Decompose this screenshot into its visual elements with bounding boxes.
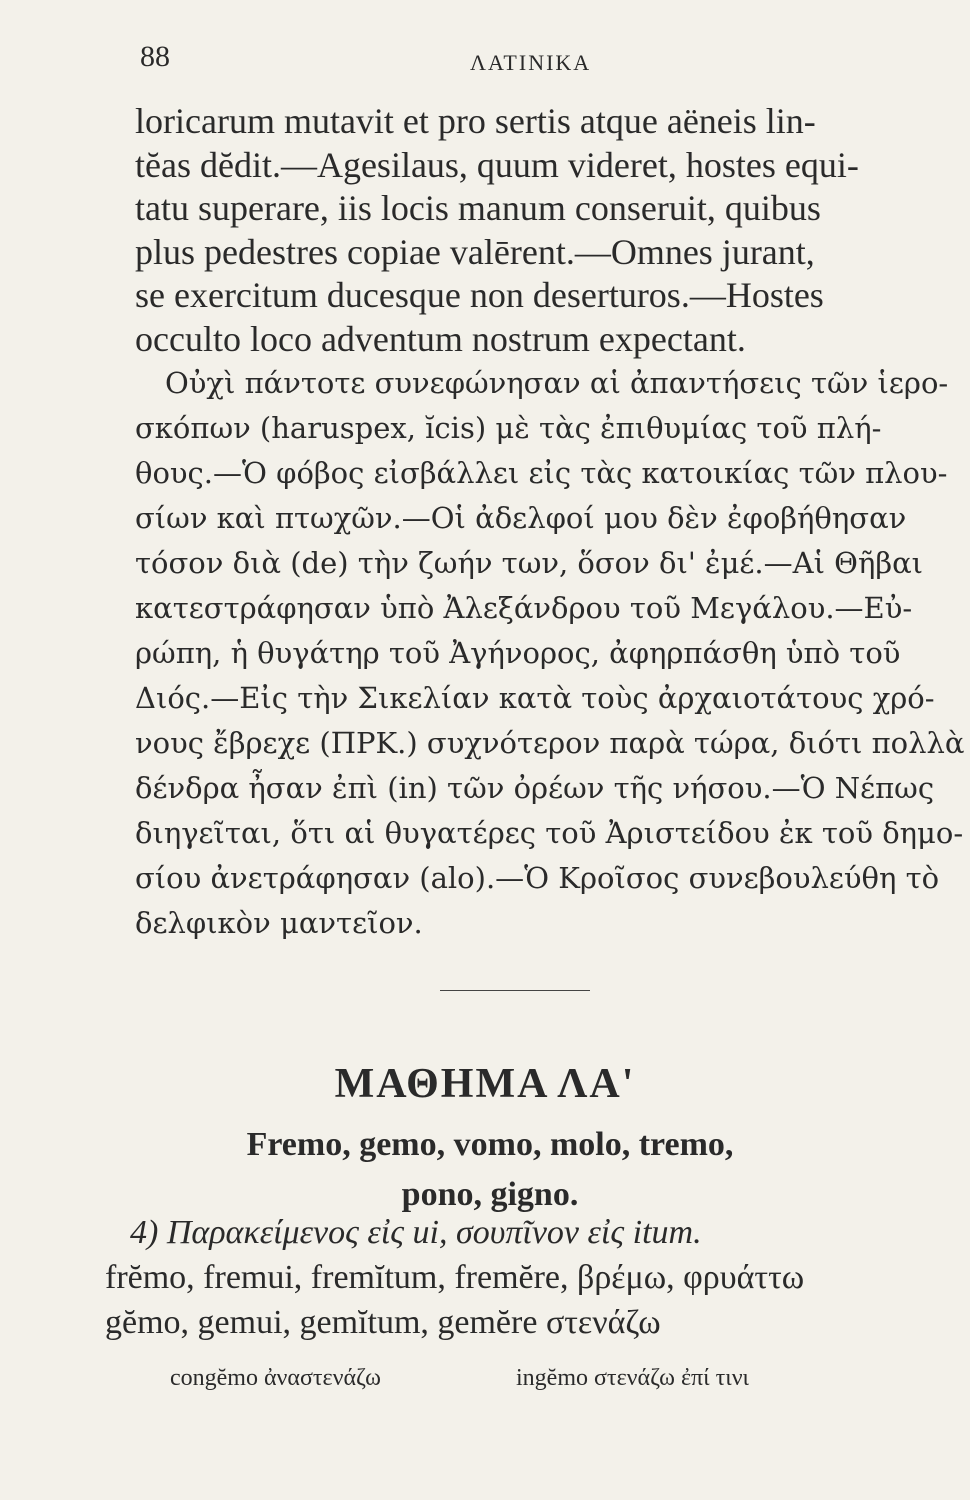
exercise-text bbox=[135, 100, 965, 946]
section-4 bbox=[105, 1210, 925, 1345]
text-line: κατεστράφησαν ὑπὸ Ἀλεξάνδρου τοῦ Μεγάλου.—Εὐ- bbox=[135, 591, 913, 625]
text-line: Διός.—Εἰς τὴν Σικελίαν κατὰ τοὺς ἀρχαιοτάτους χρό- bbox=[135, 681, 935, 715]
lesson-title: ΜΑΘΗΜΑ ΛΑ' bbox=[334, 1061, 636, 1107]
compound-verb: ingĕmo στενάζω ἐπί τινι bbox=[516, 1365, 750, 1391]
text-line: διηγεῖται, ὅτι αἱ θυγατέρες τοῦ Ἀριστείδου ἐκ τοῦ δημο- bbox=[135, 816, 964, 850]
section-divider bbox=[440, 990, 590, 991]
verbs-line: pono, gigno. bbox=[401, 1176, 579, 1213]
verb-forms-line: frĕmo, fremui, fremĭtum, fremĕre, βρέμω, φρυάττω bbox=[105, 1259, 805, 1296]
text-line: plus pedestres copiae valērent.—Omnes jurant, bbox=[135, 231, 815, 272]
text-line: θους.—Ὁ φόβος εἰσβάλλει εἰς τὰς κατοικίας τῶν πλου- bbox=[135, 456, 948, 490]
text-line: occulto loco adventum nostrum expectant. bbox=[135, 318, 746, 359]
text-line: tĕas dĕdit.—Agesilaus, quum videret, hostes equi- bbox=[135, 144, 859, 185]
text-line: tatu superare, iis locis manum conseruit, quibus bbox=[135, 188, 821, 228]
section-heading: 4) Παρακείμενος εἰς ui, σουπῖνον εἰς itum. bbox=[130, 1214, 702, 1251]
lesson-verbs bbox=[100, 1120, 880, 1220]
compound-verbs bbox=[170, 1365, 870, 1392]
page-header bbox=[140, 40, 920, 80]
text-line: νους ἔβρεχε (ΠΡΚ.) συχνότερον παρὰ τώρα, διότι πολλὰ bbox=[135, 726, 965, 760]
page-number: 88 bbox=[140, 40, 170, 73]
verbs-line: Fremo, gemo, vomo, molo, tremo, bbox=[246, 1126, 734, 1163]
text-line: ρώπη, ἡ θυγάτηρ τοῦ Ἀγήνορος, ἀφηρπάσθη ὑπὸ τοῦ bbox=[135, 636, 901, 670]
text-line: δελφικὸν μαντεῖον. bbox=[135, 906, 423, 940]
text-line: δένδρα ἦσαν ἐπὶ (in) τῶν ὀρέων τῆς νήσου.—Ὁ Νέπως bbox=[135, 771, 935, 805]
text-line: σκόπων (haruspex, ĭcis) μὲ τὰς ἐπιθυμίας τοῦ πλή- bbox=[135, 411, 882, 445]
text-line: τόσον διὰ (de) τὴν ζωήν των, ὅσον δι' ἐμέ.—Αἱ Θῆβαι bbox=[135, 546, 924, 580]
text-line: loricarum mutavit et pro sertis atque aëneis lin- bbox=[135, 101, 816, 141]
verb-forms-line: gĕmo, gemui, gemĭtum, gemĕre στενάζω bbox=[105, 1304, 661, 1341]
text-line: σίων καὶ πτωχῶν.—Οἱ ἀδελφοί μου δὲν ἐφοβήθησαν bbox=[135, 501, 907, 535]
text-line: σίου ἀνετράφησαν (alo).—Ὁ Κροῖσος συνεβουλεύθη τὸ bbox=[135, 861, 940, 895]
running-title: ΛΑΤΙΝΙΚΑ bbox=[470, 50, 592, 75]
text-line: se exercitum ducesque non deserturos.—Hostes bbox=[135, 275, 824, 315]
compound-verb: congĕmo ἀναστενάζω bbox=[170, 1365, 381, 1391]
text-line: Οὐχὶ πάντοτε συνεφώνησαν αἱ ἀπαντήσεις τῶν ἱερο- bbox=[165, 366, 949, 400]
